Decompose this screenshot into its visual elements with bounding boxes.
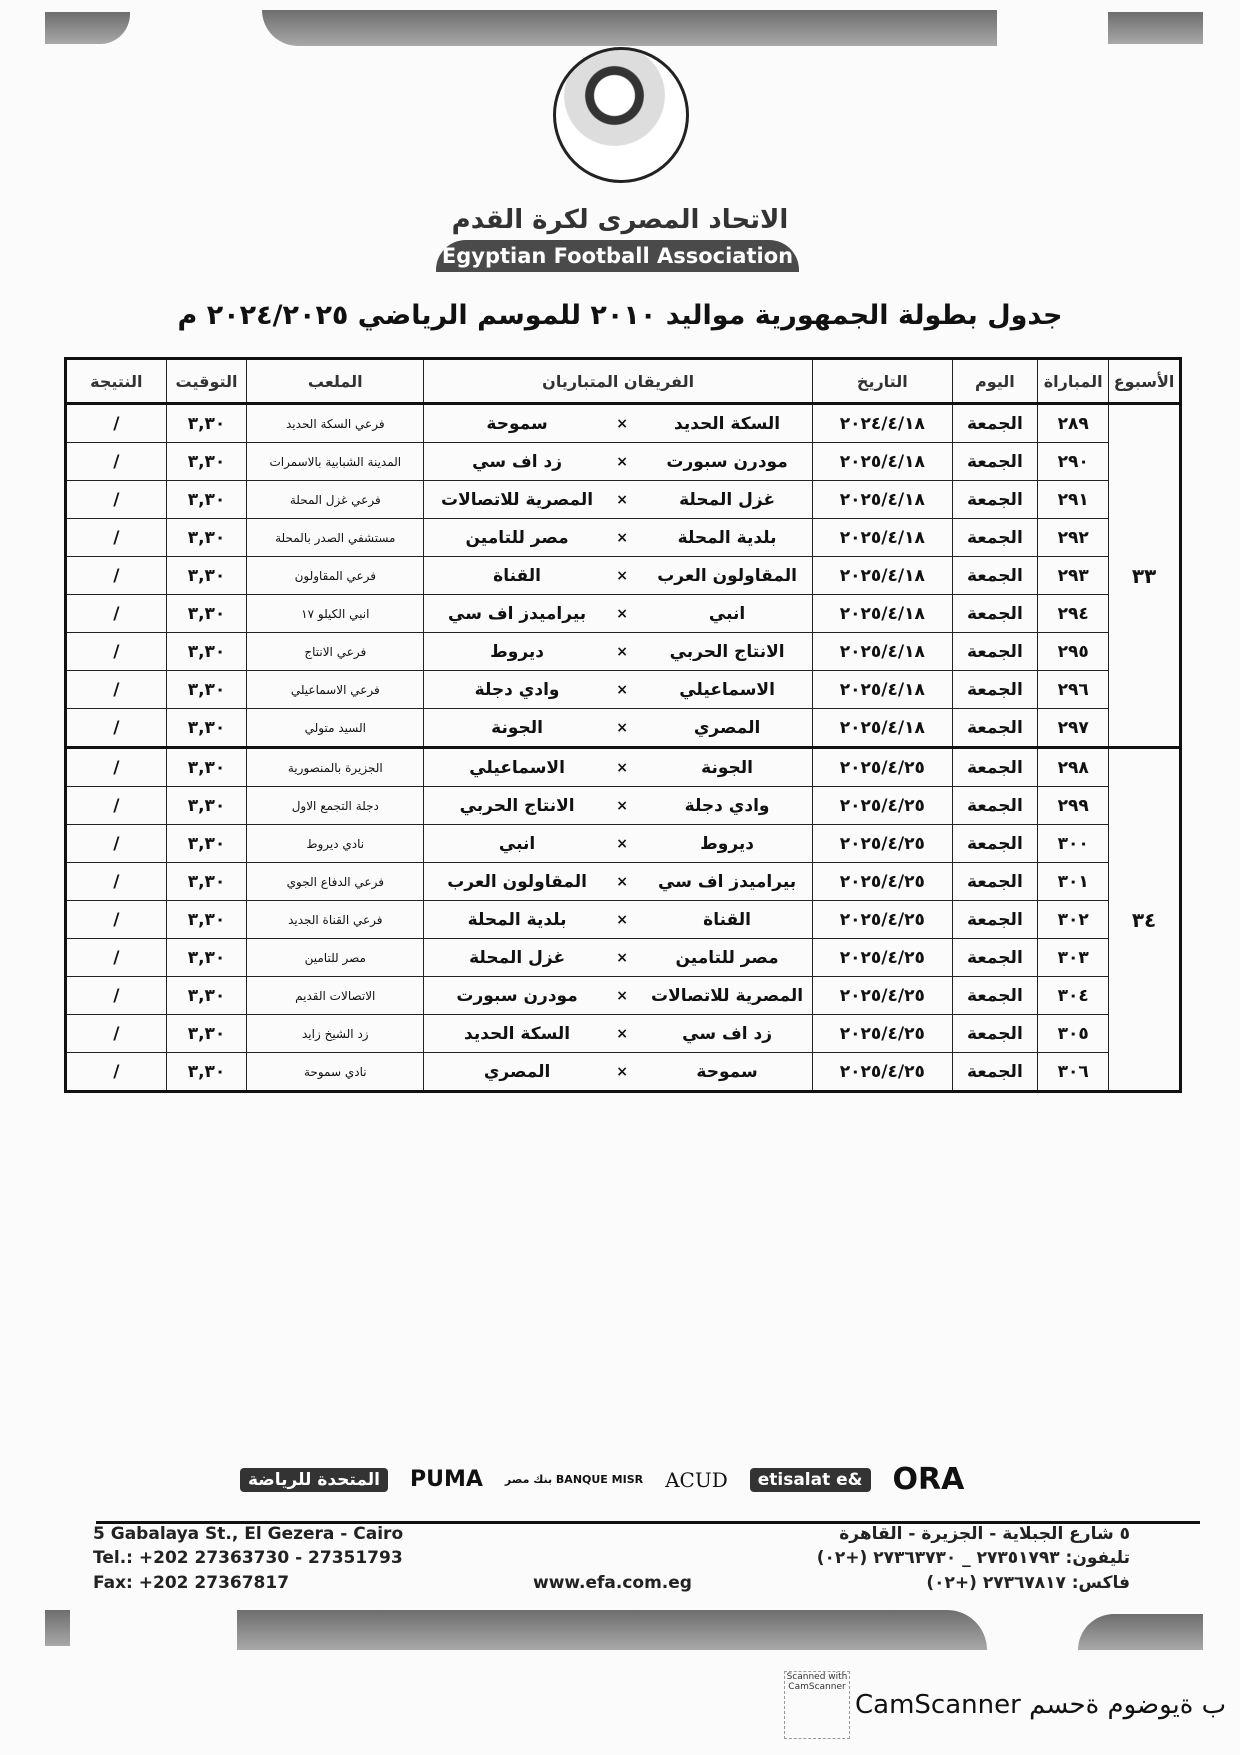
match-result: / bbox=[66, 901, 167, 939]
table-row bbox=[66, 787, 1181, 825]
vs-mark: × bbox=[616, 643, 628, 660]
stadium: انبي الكيلو ١٧ bbox=[247, 595, 424, 633]
sponsor-logo: بنك مصر BANQUE MISR bbox=[504, 1473, 644, 1486]
bottom-decor-bar-right bbox=[1078, 1614, 1203, 1650]
away-team: زد اف سي bbox=[472, 451, 562, 472]
match-day: الجمعة bbox=[952, 1053, 1038, 1092]
fax-en: Fax: +202 27367817 bbox=[93, 1573, 290, 1593]
match-date: ٢٠٢٥/٤/٢٥ bbox=[813, 787, 952, 825]
table-row bbox=[66, 863, 1181, 901]
match-number: ٣٠٤ bbox=[1038, 977, 1109, 1015]
match-day: الجمعة bbox=[952, 595, 1038, 633]
col-result: النتيجة bbox=[66, 359, 167, 404]
match-teams bbox=[424, 1053, 813, 1092]
match-date: ٢٠٢٥/٤/٢٥ bbox=[813, 939, 952, 977]
match-result: / bbox=[66, 863, 167, 901]
match-result: / bbox=[66, 481, 167, 519]
table-header-row bbox=[66, 359, 1181, 404]
stadium: نادي سموحة bbox=[247, 1053, 424, 1092]
kickoff-time: ٣,٣٠ bbox=[166, 863, 247, 901]
kickoff-time: ٣,٣٠ bbox=[166, 633, 247, 671]
vs-mark: × bbox=[616, 1025, 628, 1042]
week-number: ٣٣ bbox=[1109, 404, 1181, 748]
week-number: ٣٤ bbox=[1109, 748, 1181, 1092]
match-day: الجمعة bbox=[952, 748, 1038, 787]
col-teams: الفريقان المتباريان bbox=[424, 359, 813, 404]
match-date: ٢٠٢٥/٤/٢٥ bbox=[813, 901, 952, 939]
top-decor-bar-center bbox=[262, 10, 997, 46]
vs-mark: × bbox=[616, 567, 628, 584]
kickoff-time: ٣,٣٠ bbox=[166, 1053, 247, 1092]
match-number: ٢٩٥ bbox=[1038, 633, 1109, 671]
table-row bbox=[66, 481, 1181, 519]
match-day: الجمعة bbox=[952, 863, 1038, 901]
table-row bbox=[66, 825, 1181, 863]
home-team: بلدية المحلة bbox=[677, 527, 777, 548]
sponsor-logo: etisalat e& bbox=[750, 1468, 871, 1492]
match-number: ٢٩٤ bbox=[1038, 595, 1109, 633]
address-ar: ٥ شارع الجبلاية - الجزيرة - القاهرة bbox=[839, 1524, 1130, 1544]
org-name-arabic: الاتحاد المصرى لكرة القدم bbox=[451, 205, 789, 235]
stadium: مصر للتامين bbox=[247, 939, 424, 977]
home-team: المصرية للاتصالات bbox=[651, 985, 804, 1006]
table-row bbox=[66, 557, 1181, 595]
home-team: الجونة bbox=[701, 757, 753, 778]
match-day: الجمعة bbox=[952, 404, 1038, 443]
away-team: انبي bbox=[498, 833, 536, 854]
col-week: الأسبوع bbox=[1109, 359, 1181, 404]
away-team: السكة الحديد bbox=[464, 1023, 571, 1044]
match-number: ٢٩٣ bbox=[1038, 557, 1109, 595]
match-date: ٢٠٢٥/٤/٢٥ bbox=[813, 748, 952, 787]
kickoff-time: ٣,٣٠ bbox=[166, 443, 247, 481]
vs-mark: × bbox=[616, 491, 628, 508]
match-teams bbox=[424, 671, 813, 709]
stadium: زد الشيخ زايد bbox=[247, 1015, 424, 1053]
match-teams bbox=[424, 1015, 813, 1053]
match-day: الجمعة bbox=[952, 977, 1038, 1015]
home-team: المصري bbox=[693, 717, 761, 738]
match-date: ٢٠٢٤/٤/١٨ bbox=[813, 404, 952, 443]
away-team: الجونة bbox=[491, 717, 543, 738]
match-date: ٢٠٢٥/٤/١٨ bbox=[813, 709, 952, 748]
table-row bbox=[66, 1053, 1181, 1092]
match-result: / bbox=[66, 709, 167, 748]
match-teams bbox=[424, 977, 813, 1015]
efa-logo bbox=[553, 47, 689, 183]
sponsor-logo: PUMA bbox=[409, 1467, 483, 1492]
home-team: انبي bbox=[708, 603, 746, 624]
match-result: / bbox=[66, 671, 167, 709]
match-day: الجمعة bbox=[952, 709, 1038, 748]
match-number: ٣٠٠ bbox=[1038, 825, 1109, 863]
match-day: الجمعة bbox=[952, 939, 1038, 977]
top-decor-bar-right bbox=[1108, 12, 1203, 44]
match-day: الجمعة bbox=[952, 1015, 1038, 1053]
match-date: ٢٠٢٥/٤/١٨ bbox=[813, 633, 952, 671]
vs-mark: × bbox=[616, 1063, 628, 1080]
away-team: بيراميدز اف سي bbox=[448, 603, 587, 624]
match-number: ٣٠٣ bbox=[1038, 939, 1109, 977]
stadium: دجلة التجمع الاول bbox=[247, 787, 424, 825]
kickoff-time: ٣,٣٠ bbox=[166, 977, 247, 1015]
website-link[interactable]: www.efa.com.eg bbox=[533, 1573, 692, 1593]
match-result: / bbox=[66, 825, 167, 863]
away-team: المصرية للاتصالات bbox=[441, 489, 594, 510]
match-day: الجمعة bbox=[952, 633, 1038, 671]
match-result: / bbox=[66, 557, 167, 595]
phone-ar: تليفون: ٢٧٣٥١٧٩٣ _ ٢٧٣٦٣٧٣٠ (+٠٢) bbox=[816, 1548, 1130, 1568]
kickoff-time: ٣,٣٠ bbox=[166, 901, 247, 939]
fax-ar: فاكس: ٢٧٣٦٧٨١٧ (+٠٢) bbox=[926, 1573, 1130, 1593]
match-number: ٢٩٦ bbox=[1038, 671, 1109, 709]
match-teams bbox=[424, 939, 813, 977]
table-row bbox=[66, 671, 1181, 709]
vs-mark: × bbox=[616, 797, 628, 814]
match-number: ٢٩٢ bbox=[1038, 519, 1109, 557]
table-row bbox=[66, 633, 1181, 671]
table-row bbox=[66, 595, 1181, 633]
match-teams bbox=[424, 519, 813, 557]
kickoff-time: ٣,٣٠ bbox=[166, 709, 247, 748]
match-teams bbox=[424, 825, 813, 863]
vs-mark: × bbox=[616, 911, 628, 928]
top-decor-bar-left bbox=[45, 12, 130, 44]
match-number: ٣٠١ bbox=[1038, 863, 1109, 901]
kickoff-time: ٣,٣٠ bbox=[166, 825, 247, 863]
camscanner-badge: Scanned with CamScanner bbox=[784, 1671, 850, 1739]
stadium: فرعي الانتاج bbox=[247, 633, 424, 671]
match-day: الجمعة bbox=[952, 901, 1038, 939]
kickoff-time: ٣,٣٠ bbox=[166, 787, 247, 825]
table-row bbox=[66, 709, 1181, 748]
vs-mark: × bbox=[616, 605, 628, 622]
address-en: 5 Gabalaya St., El Gezera - Cairo bbox=[93, 1524, 404, 1544]
away-team: القناة bbox=[493, 565, 541, 586]
vs-mark: × bbox=[616, 873, 628, 890]
sponsor-logo: ACUD bbox=[665, 1467, 728, 1492]
col-time: التوقيت bbox=[166, 359, 247, 404]
away-team: المقاولون العرب bbox=[447, 871, 587, 892]
match-day: الجمعة bbox=[952, 787, 1038, 825]
match-date: ٢٠٢٥/٤/٢٥ bbox=[813, 825, 952, 863]
match-teams bbox=[424, 633, 813, 671]
match-result: / bbox=[66, 443, 167, 481]
col-match: المباراة bbox=[1038, 359, 1109, 404]
sponsor-logo: المتحدة للرياضة bbox=[240, 1468, 388, 1492]
away-team: المصري bbox=[483, 1061, 551, 1082]
col-stadium: الملعب bbox=[247, 359, 424, 404]
vs-mark: × bbox=[616, 987, 628, 1004]
kickoff-time: ٣,٣٠ bbox=[166, 404, 247, 443]
stadium: السيد متولي bbox=[247, 709, 424, 748]
match-date: ٢٠٢٥/٤/١٨ bbox=[813, 481, 952, 519]
match-date: ٢٠٢٥/٤/١٨ bbox=[813, 595, 952, 633]
table-row bbox=[66, 404, 1181, 443]
match-date: ٢٠٢٥/٤/١٨ bbox=[813, 443, 952, 481]
match-teams bbox=[424, 595, 813, 633]
match-date: ٢٠٢٥/٤/٢٥ bbox=[813, 1015, 952, 1053]
match-result: / bbox=[66, 404, 167, 443]
match-teams bbox=[424, 709, 813, 748]
home-team: القناة bbox=[703, 909, 751, 930]
home-team: الانتاج الحربي bbox=[669, 641, 785, 662]
stadium: فرعي القناة الجديد bbox=[247, 901, 424, 939]
table-row bbox=[66, 443, 1181, 481]
match-teams bbox=[424, 787, 813, 825]
fixtures-table bbox=[64, 357, 1182, 1093]
vs-mark: × bbox=[616, 453, 628, 470]
kickoff-time: ٣,٣٠ bbox=[166, 939, 247, 977]
match-number: ٢٩٠ bbox=[1038, 443, 1109, 481]
match-teams bbox=[424, 557, 813, 595]
match-number: ٢٨٩ bbox=[1038, 404, 1109, 443]
phone-en: Tel.: +202 27363730 - 27351793 bbox=[93, 1548, 403, 1568]
camscanner-watermark: CamScanner ب ةيوضوم ةحسم bbox=[855, 1690, 1227, 1720]
home-team: سموحة bbox=[696, 1061, 758, 1082]
match-number: ٢٩٨ bbox=[1038, 748, 1109, 787]
home-team: مودرن سبورت bbox=[666, 451, 788, 472]
match-number: ٢٩٧ bbox=[1038, 709, 1109, 748]
match-teams bbox=[424, 481, 813, 519]
org-name-english: Egyptian Football Association bbox=[436, 240, 799, 272]
match-date: ٢٠٢٥/٤/٢٥ bbox=[813, 863, 952, 901]
match-result: / bbox=[66, 939, 167, 977]
vs-mark: × bbox=[616, 529, 628, 546]
kickoff-time: ٣,٣٠ bbox=[166, 1015, 247, 1053]
match-day: الجمعة bbox=[952, 519, 1038, 557]
stadium: فرعي السكة الحديد bbox=[247, 404, 424, 443]
home-team: الاسماعيلي bbox=[679, 679, 775, 700]
away-team: سموحة bbox=[486, 413, 548, 434]
kickoff-time: ٣,٣٠ bbox=[166, 519, 247, 557]
home-team: المقاولون العرب bbox=[657, 565, 797, 586]
match-result: / bbox=[66, 748, 167, 787]
match-day: الجمعة bbox=[952, 443, 1038, 481]
match-number: ٣٠٢ bbox=[1038, 901, 1109, 939]
away-team: ديروط bbox=[490, 641, 545, 662]
match-teams bbox=[424, 443, 813, 481]
stadium: فرعي غزل المحلة bbox=[247, 481, 424, 519]
home-team: بيراميدز اف سي bbox=[658, 871, 797, 892]
match-day: الجمعة bbox=[952, 671, 1038, 709]
home-team: وادي دجلة bbox=[684, 795, 770, 816]
match-date: ٢٠٢٥/٤/٢٥ bbox=[813, 977, 952, 1015]
match-number: ٣٠٥ bbox=[1038, 1015, 1109, 1053]
bottom-decor-bar-center bbox=[237, 1610, 987, 1650]
stadium: مستشفي الصدر بالمحلة bbox=[247, 519, 424, 557]
stadium: فرعي المقاولون bbox=[247, 557, 424, 595]
table-row bbox=[66, 1015, 1181, 1053]
away-team: مصر للتامين bbox=[465, 527, 569, 548]
col-day: اليوم bbox=[952, 359, 1038, 404]
kickoff-time: ٣,٣٠ bbox=[166, 557, 247, 595]
page-title: جدول بطولة الجمهورية مواليد ٢٠١٠ للموسم الرياضي ٢٠٢٤/٢٠٢٥ م bbox=[177, 300, 1063, 331]
col-date: التاريخ bbox=[813, 359, 952, 404]
match-result: / bbox=[66, 787, 167, 825]
table-row bbox=[66, 977, 1181, 1015]
match-result: / bbox=[66, 519, 167, 557]
kickoff-time: ٣,٣٠ bbox=[166, 748, 247, 787]
match-day: الجمعة bbox=[952, 481, 1038, 519]
match-result: / bbox=[66, 1053, 167, 1092]
match-teams bbox=[424, 863, 813, 901]
away-team: وادي دجلة bbox=[474, 679, 560, 700]
vs-mark: × bbox=[616, 681, 628, 698]
match-day: الجمعة bbox=[952, 825, 1038, 863]
table-row bbox=[66, 939, 1181, 977]
vs-mark: × bbox=[616, 949, 628, 966]
vs-mark: × bbox=[616, 835, 628, 852]
match-teams bbox=[424, 748, 813, 787]
match-date: ٢٠٢٥/٤/١٨ bbox=[813, 557, 952, 595]
stadium: الجزيرة بالمنصورية bbox=[247, 748, 424, 787]
home-team: السكة الحديد bbox=[674, 413, 781, 434]
match-date: ٢٠٢٥/٤/١٨ bbox=[813, 671, 952, 709]
stadium: نادي ديروط bbox=[247, 825, 424, 863]
away-team: مودرن سبورت bbox=[456, 985, 578, 1006]
table-row bbox=[66, 901, 1181, 939]
kickoff-time: ٣,٣٠ bbox=[166, 595, 247, 633]
match-teams bbox=[424, 901, 813, 939]
stadium: فرعي الدفاع الجوي bbox=[247, 863, 424, 901]
match-number: ٢٩١ bbox=[1038, 481, 1109, 519]
kickoff-time: ٣,٣٠ bbox=[166, 671, 247, 709]
match-date: ٢٠٢٥/٤/١٨ bbox=[813, 519, 952, 557]
home-team: زد اف سي bbox=[682, 1023, 772, 1044]
vs-mark: × bbox=[616, 415, 628, 432]
match-number: ٢٩٩ bbox=[1038, 787, 1109, 825]
away-team: الاسماعيلي bbox=[469, 757, 565, 778]
away-team: الانتاج الحربي bbox=[459, 795, 575, 816]
vs-mark: × bbox=[616, 759, 628, 776]
stadium: الاتصالات القديم bbox=[247, 977, 424, 1015]
away-team: غزل المحلة bbox=[469, 947, 566, 968]
home-team: غزل المحلة bbox=[679, 489, 776, 510]
match-day: الجمعة bbox=[952, 557, 1038, 595]
vs-mark: × bbox=[616, 719, 628, 736]
stadium: المدينة الشبابية بالاسمرات bbox=[247, 443, 424, 481]
match-result: / bbox=[66, 633, 167, 671]
table-row bbox=[66, 519, 1181, 557]
match-result: / bbox=[66, 977, 167, 1015]
match-result: / bbox=[66, 595, 167, 633]
home-team: ديروط bbox=[700, 833, 755, 854]
sponsor-logo: ORA bbox=[892, 1462, 965, 1497]
sponsor-logos bbox=[240, 1462, 980, 1497]
home-team: مصر للتامين bbox=[675, 947, 779, 968]
bottom-decor-bar-left bbox=[45, 1610, 70, 1646]
table-row bbox=[66, 748, 1181, 787]
match-date: ٢٠٢٥/٤/٢٥ bbox=[813, 1053, 952, 1092]
stadium: فرعي الاسماعيلي bbox=[247, 671, 424, 709]
kickoff-time: ٣,٣٠ bbox=[166, 481, 247, 519]
match-result: / bbox=[66, 1015, 167, 1053]
away-team: بلدية المحلة bbox=[467, 909, 567, 930]
match-number: ٣٠٦ bbox=[1038, 1053, 1109, 1092]
match-teams bbox=[424, 404, 813, 443]
